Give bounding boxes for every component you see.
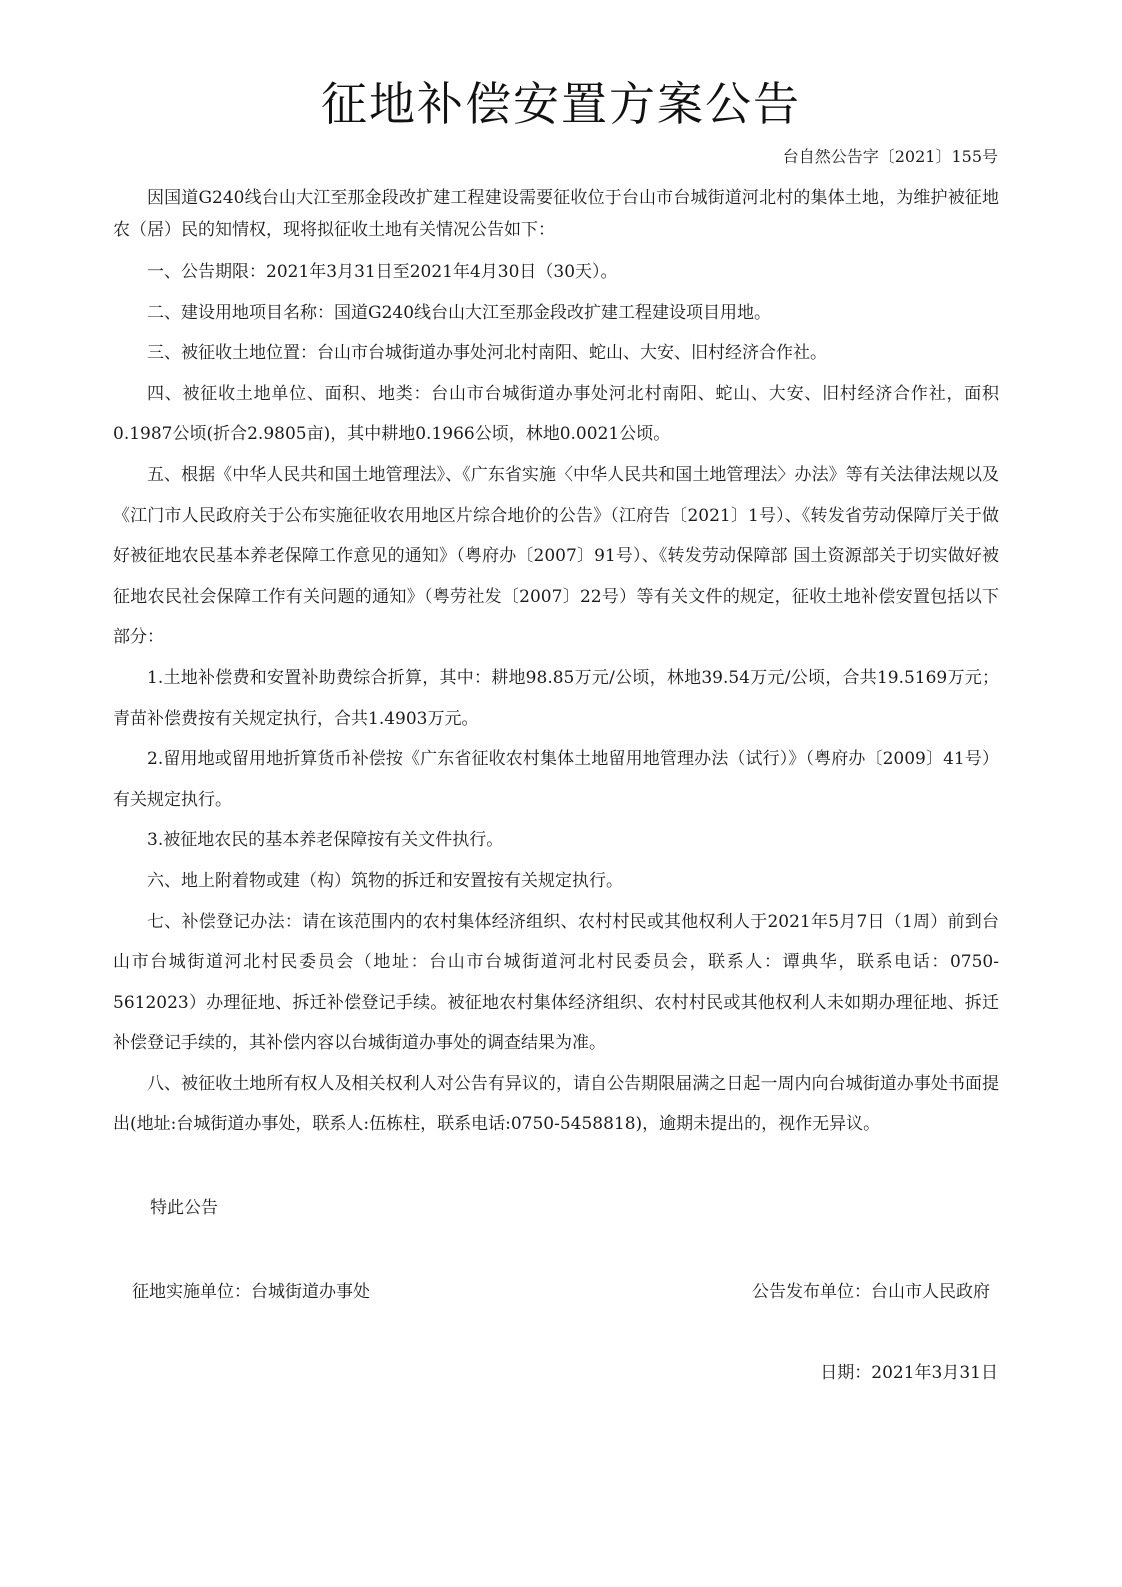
section-4-land-area: 四、被征收土地单位、面积、地类：台山市台城街道办事处河北村南阳、蛇山、大安、旧村经济合作社，面积0.1987公顷(折合2.9805亩)，其中耕地0.1966公顷，林地0.0021公顷。 bbox=[113, 383, 999, 445]
section-7-registration: 七、补偿登记办法：请在该范围内的农村集体经济组织、农村村民或其他权利人于2021年5月7日（1周）前到台山市台城街道河北村民委员会（地址：台山市台城街道河北村民委员会，联系人：谭典华，联系电话：0750-5612023）办理征地、拆迁补偿登记手续。被征地农村集体经济组织、农村村民或其他权利人未如期办理征地、拆迁补偿登记手续的，其补偿内容以台城街道办事处的调查结果为准。 bbox=[113, 911, 999, 1054]
document-title: 征地补偿安置方案公告 bbox=[321, 77, 801, 131]
section-5-legal-basis: 五、根据《中华人民共和国土地管理法》、《广东省实施〈中华人民共和国土地管理法〉办法》等有关法律法规以及《江门市人民政府关于公布实施征收农用地区片综合地价的公告》（江府告〔2021〕1号）、《转发省劳动保障厅关于做好被征地农民基本养老保障工作意见的通知》（粤府办〔2007〕91号）、《转发劳动保障部 国土资源部关于切实做好被征地农民社会保障工作有关问题的通知》（粤劳社发〔2007〕22号）等有关文件的规定，征收土地补偿安置包括以下部分： bbox=[113, 464, 999, 648]
publishing-unit: 公告发布单位：台山市人民政府 bbox=[752, 1282, 990, 1302]
intro-paragraph: 因国道G240线台山大江至那金段改扩建工程建设需要征收位于台山市台城街道河北村的集体土地，为维护被征地农（居）民的知情权，现将拟征收土地有关情况公告如下： bbox=[113, 188, 999, 240]
item-2-reserved-land: 2.留用地或留用地折算货币补偿按《广东省征收农村集体土地留用地管理办法（试行）》（粤府办〔2009〕41号）有关规定执行。 bbox=[113, 749, 999, 810]
section-6-demolition: 六、地上附着物或建（构）筑物的拆迁和安置按有关规定执行。 bbox=[147, 870, 623, 891]
item-1-compensation-fees: 1.土地补偿费和安置补助费综合折算，其中：耕地98.85万元/公顷，林地39.54万元/公顷，合共19.5169万元；青苗补偿费按有关规定执行，合共1.4903万元。 bbox=[113, 667, 999, 729]
section-2-project-name: 二、建设用地项目名称：国道G240线台山大江至那金段改扩建工程建设项目用地。 bbox=[147, 302, 772, 323]
section-3-land-location: 三、被征收土地位置：台山市台城街道办事处河北村南阳、蛇山、大安、旧村经济合作社。 bbox=[147, 343, 827, 364]
publish-date: 日期：2021年3月31日 bbox=[820, 1363, 998, 1383]
section-1-announcement-period: 一、公告期限：2021年3月31日至2021年4月30日（30天）。 bbox=[147, 262, 618, 282]
closing-remark: 特此公告 bbox=[150, 1198, 218, 1218]
implementing-unit: 征地实施单位：台城街道办事处 bbox=[132, 1282, 370, 1302]
notice-body bbox=[113, 182, 999, 1145]
document-number: 台自然公告字〔2021〕155号 bbox=[782, 147, 998, 166]
item-3-pension: 3.被征地农民的基本养老保障按有关文件执行。 bbox=[147, 830, 504, 851]
section-8-objections: 八、被征收土地所有权人及相关权利人对公告有异议的，请自公告期限届满之日起一周内向台城街道办事处书面提出(地址:台城街道办事处，联系人:伍栋柱，联系电话:0750-5458818)，逾期未提出的，视作无异议。 bbox=[113, 1073, 999, 1135]
